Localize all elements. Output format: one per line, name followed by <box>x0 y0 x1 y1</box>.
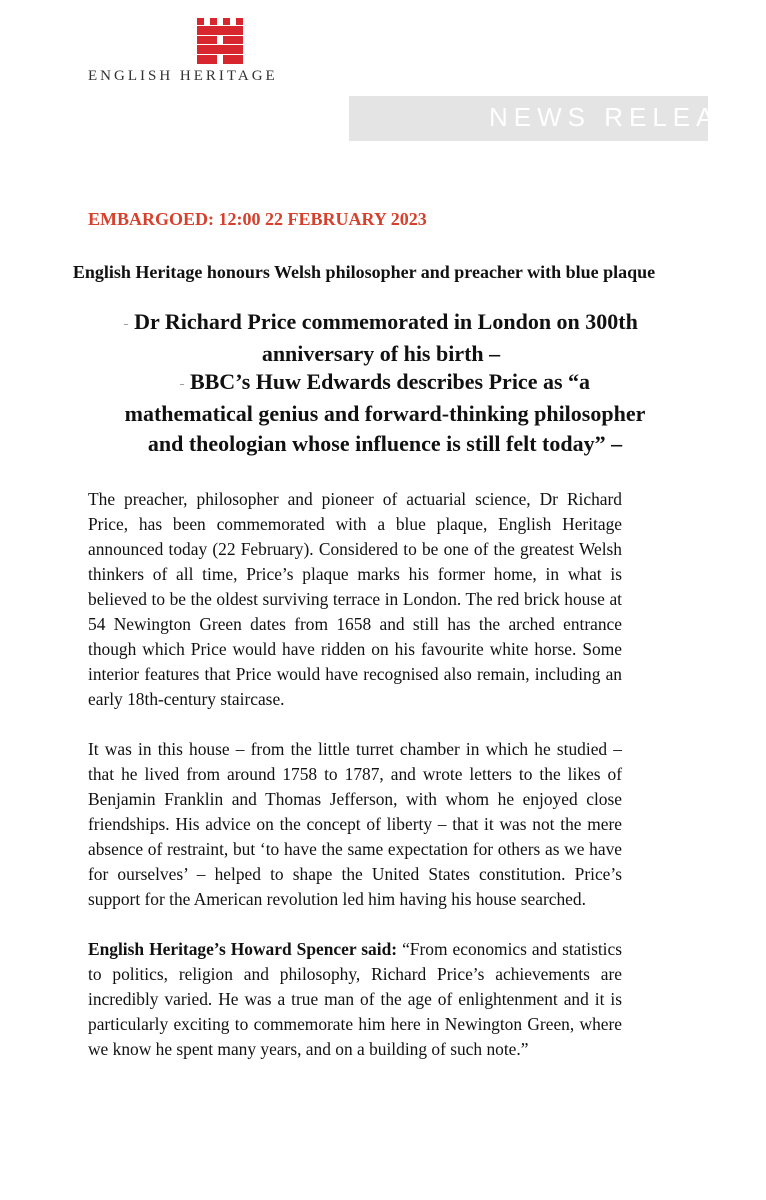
subheading-1 <box>118 307 644 369</box>
paragraph-2: It was in this house – from the little turret chamber in which he studied – that he lived from around 1758 to 1787, and wrote letters to the likes of Benjamin Franklin and Thomas Jefferson, with whom he enjoyed close friendships. His advice on the concept of liberty – that it was not the mere absence of restraint, but ‘to have the same expectation for others as we have for ourselves’ – helped to shape the United States constitution. Price’s support for the American revolution led him having his house searched. <box>88 739 622 909</box>
headline: English Heritage honours Welsh philosopher and preacher with blue plaque <box>72 262 656 282</box>
quote-speaker: English Heritage’s Howard Spencer said: <box>88 939 398 959</box>
embargo-notice: EMBARGOED: 12:00 22 FEBRUARY 2023 <box>88 209 427 229</box>
article-body <box>88 487 622 1062</box>
paragraph-1: The preacher, philosopher and pioneer of actuarial science, Dr Richard Price, has been commemorated with a blue plaque, English Heritage announced today (22 February). Considered to be one of the greatest Welsh thinkers of all time, Price’s plaque marks his former home, in what is believed to be the oldest surviving terrace in London. The red brick house at 54 Newington Green dates from 1658 and still has the arched entrance though which Price would have ridden on his favourite white horse. Some interior features that Price would have recognised also remain, including an early 18th-century staircase. <box>88 489 622 709</box>
news-release-banner <box>349 96 766 141</box>
news-release-label: NEWS RELEASE <box>489 102 766 132</box>
logo-text: ENGLISH HERITAGE <box>88 68 278 84</box>
subheading-1-text: Dr Richard Price commemorated in London on 300th anniversary of his birth – <box>134 309 638 366</box>
subheading-2 <box>118 367 652 459</box>
quote-paragraph <box>88 937 622 1062</box>
english-heritage-logo-icon <box>197 18 243 64</box>
bullet-dash: – <box>124 318 129 328</box>
bullet-dash: – <box>179 378 184 388</box>
quote-text: “From economics and statistics to politics, religion and philosophy, Richard Price’s achievements are incredibly varied. He was a true man of the age of enlightenment and it is particularly exciting to commemorate him here in Newington Green, where we know he spent many years, and on a building of such note.” <box>88 939 622 1059</box>
subheading-2-text: BBC’s Huw Edwards describes Price as “a mathematical genius and forward-thinking philosopher and theologian whose influence is still felt today” – <box>124 369 646 456</box>
